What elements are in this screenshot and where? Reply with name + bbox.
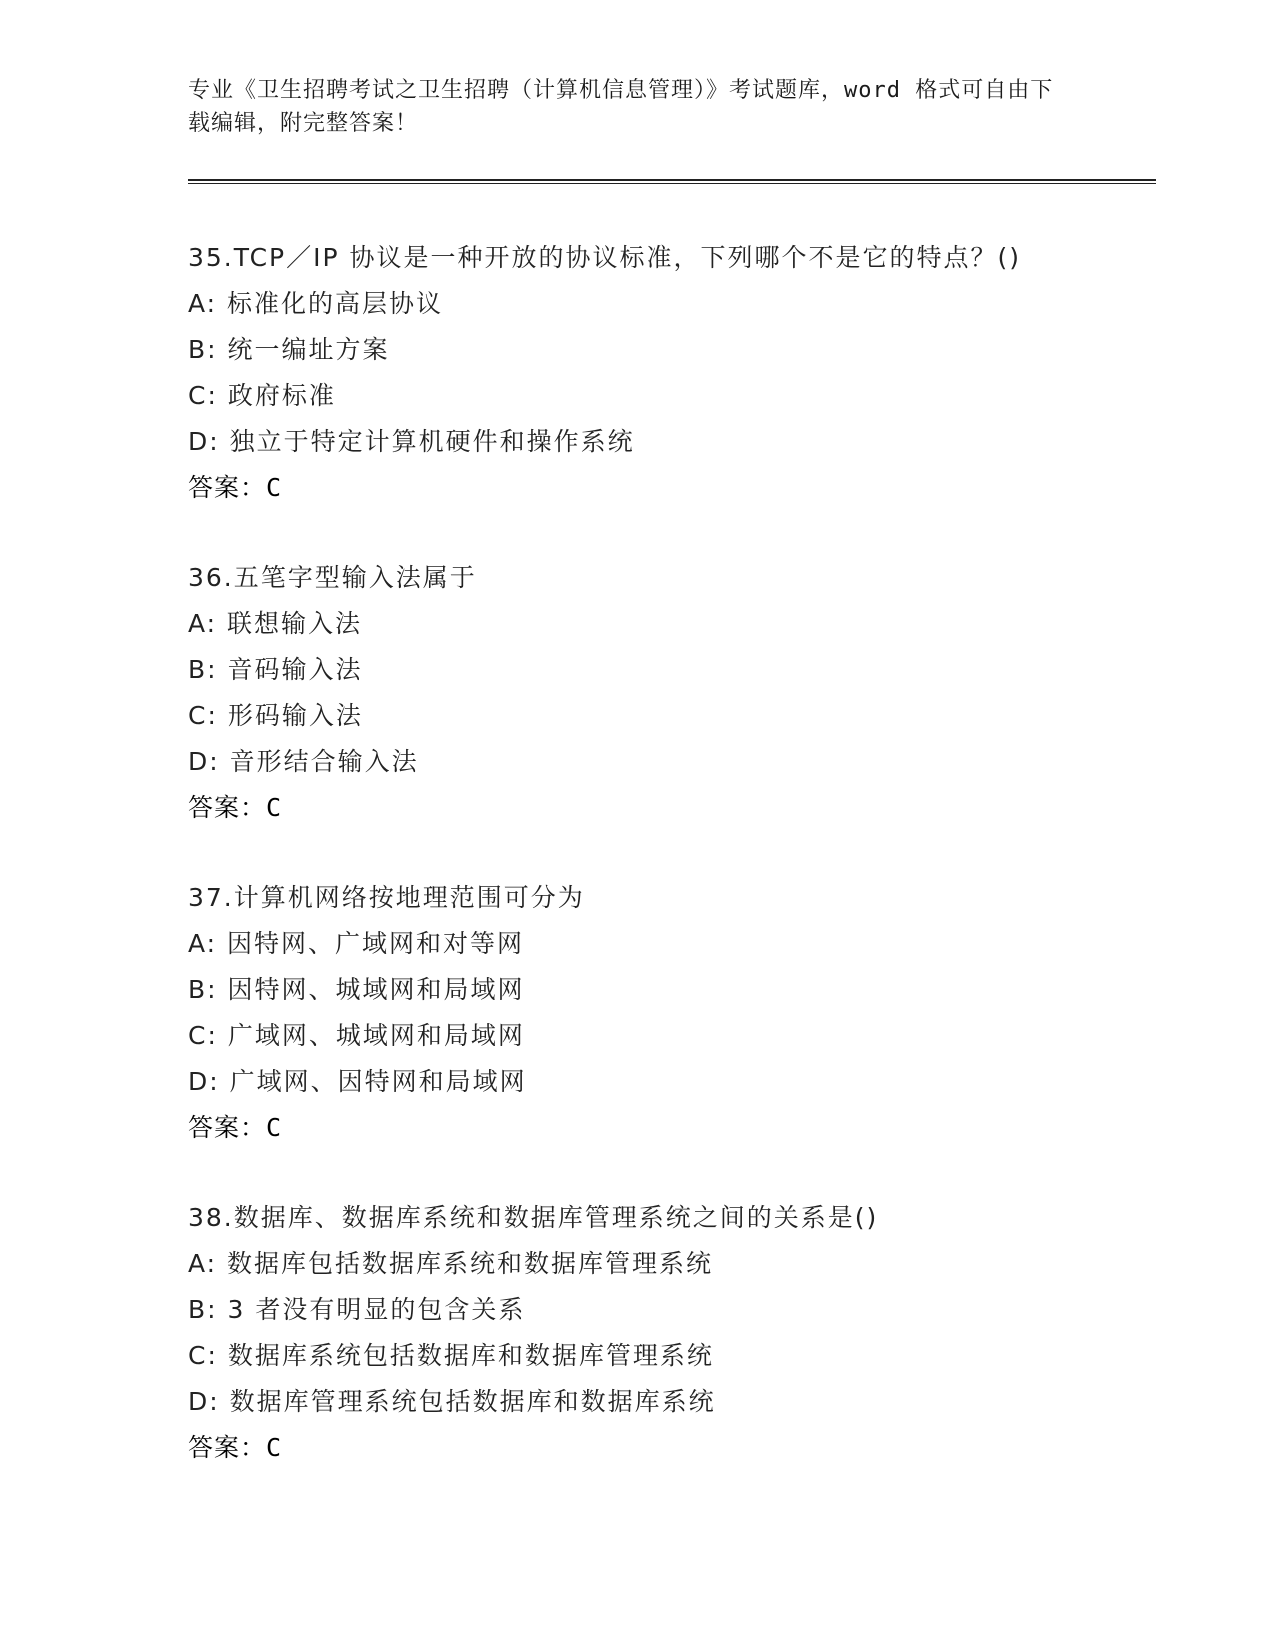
answer: 答案：C xyxy=(188,793,283,822)
answer: 答案：C xyxy=(188,1113,283,1142)
question-stem: 36.五笔字型输入法属于 xyxy=(188,563,477,592)
option-a: A: 联想输入法 xyxy=(188,609,363,638)
option-a: A: 因特网、广域网和对等网 xyxy=(188,929,525,958)
question-38 xyxy=(188,1195,1168,1471)
option-b: B: 因特网、城域网和局域网 xyxy=(188,975,525,1004)
option-b: B: 统一编址方案 xyxy=(188,335,390,364)
question-stem: 37.计算机网络按地理范围可分为 xyxy=(188,883,585,912)
option-b: B: 音码输入法 xyxy=(188,655,363,684)
option-d: D: 独立于特定计算机硬件和操作系统 xyxy=(188,427,635,456)
option-b: B: 3 者没有明显的包含关系 xyxy=(188,1295,526,1324)
answer: 答案：C xyxy=(188,473,283,502)
question-stem: 35.TCP／IP 协议是一种开放的协议标准，下列哪个不是它的特点？() xyxy=(188,243,1022,272)
option-a: A: 数据库包括数据库系统和数据库管理系统 xyxy=(188,1249,714,1278)
question-37 xyxy=(188,875,1168,1151)
document-header: 专业《卫生招聘考试之卫生招聘（计算机信息管理）》考试题库，word 格式可自由下载编辑，附完整答案！ xyxy=(188,78,1054,136)
option-d: D: 数据库管理系统包括数据库和数据库系统 xyxy=(188,1387,716,1416)
question-35 xyxy=(188,235,1168,511)
question-36 xyxy=(188,555,1168,831)
option-c: C: 形码输入法 xyxy=(188,701,363,730)
option-d: D: 广域网、因特网和局域网 xyxy=(188,1067,527,1096)
answer: 答案：C xyxy=(188,1433,283,1462)
header-divider xyxy=(188,179,1156,184)
option-a: A: 标准化的高层协议 xyxy=(188,289,444,318)
question-stem: 38.数据库、数据库系统和数据库管理系统之间的关系是() xyxy=(188,1203,879,1232)
option-d: D: 音形结合输入法 xyxy=(188,747,419,776)
option-c: C: 政府标准 xyxy=(188,381,336,410)
option-c: C: 数据库系统包括数据库和数据库管理系统 xyxy=(188,1341,714,1370)
option-c: C: 广域网、城域网和局域网 xyxy=(188,1021,525,1050)
